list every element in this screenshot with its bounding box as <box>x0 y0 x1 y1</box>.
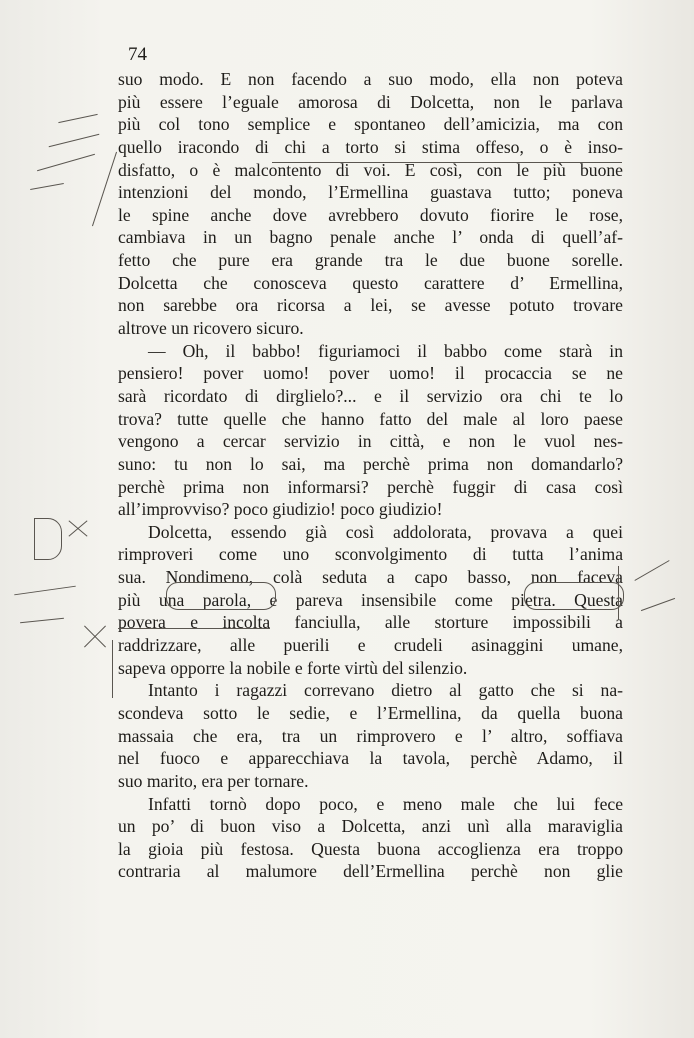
text-line: le spine anche dove avrebbero dovuto fiorire le rose, <box>118 204 623 225</box>
text-line: più essere l’eguale amorosa di Dolcetta, non le parlava <box>118 91 623 112</box>
text-line: Intanto i ragazzi correvano dietro al gatto che si na- <box>148 680 623 701</box>
text-line: fetto che pure era grande tra le due buone sorelle. <box>118 250 623 271</box>
markup-circle-nondimeno <box>166 582 276 610</box>
text-line: più col tono semplice e spontaneo dell’amicizia, ma con <box>118 114 623 135</box>
text-line: non sarebbe ora ricorsa a lei, se avesse potuto trovare <box>118 295 623 316</box>
text-line: contraria al malumore dell’Ermellina perchè non glie <box>118 861 623 882</box>
page-number: 74 <box>128 44 147 65</box>
text-line: sarà ricordato di dirglielo?... e il servizio ora chi te lo <box>118 385 623 406</box>
text-line: suo marito, era per tornare. <box>118 770 309 791</box>
text-line: cambiava in un bagno penale anche l’ onda di quell’af- <box>118 227 623 248</box>
markup-strike-line-4 <box>272 162 622 163</box>
text-line: sapeva opporre la nobile e forte virtù del silenzio. <box>118 657 468 678</box>
text-line: suno: tu non lo sai, ma perchè prima non domandarlo? <box>118 453 623 474</box>
text-line: vengono a cercar servizio in città, e non le vuol nes- <box>118 431 623 452</box>
text-line: più una parola, e pareva insensibile come pietra. Questa <box>118 589 623 610</box>
text-line: altrove un ricovero sicuro. <box>118 318 304 339</box>
text-line: Dolcetta che conosceva questo carattere d’ Ermellina, <box>118 272 623 293</box>
text-line: scondeva sotto le sedie, e l’Ermellina, da quella buona <box>118 702 623 723</box>
text-line: intenzioni del mondo, l’Ermellina guastava tutto; poneva <box>118 182 623 203</box>
text-line: rimproveri come uno sconvolgimento di tutta l’anima <box>118 544 623 565</box>
text-line: suo modo. E non facendo a suo modo, ella non poteva <box>118 69 623 89</box>
text-line: massaia che era, tra un rimprovero e l’ altro, soffiava <box>118 725 623 746</box>
text-line: sua. Nondimeno, colà seduta a capo basso, non faceva <box>118 567 623 588</box>
text-line: Infatti tornò dopo poco, e meno male che lui fece <box>148 793 623 814</box>
text-line: un po’ di buon viso a Dolcetta, anzi unì alla maraviglia <box>118 816 623 837</box>
text-line: perchè prima non informarsi? perchè fuggir di casa così <box>118 476 623 497</box>
markup-underline-parola <box>118 628 270 629</box>
text-line: raddrizzare, alle puerili e crudeli asinaggini umane, <box>118 635 623 656</box>
text-line: la gioia più festosa. Questa buona accoglienza era troppo <box>118 838 623 859</box>
text-line: pensiero! pover uomo! pover uomo! il procaccia se ne <box>118 363 623 384</box>
text-line: quello iracondo di chi a torto si stima offeso, o è inso- <box>118 136 623 157</box>
text-line: all’improvviso? poco giudizio! poco giudizio! <box>118 499 443 520</box>
text-line: Dolcetta, essendo già così addolorata, provava a quei <box>148 521 623 542</box>
text-line: — Oh, il babbo! figuriamoci il babbo come starà in <box>148 340 623 361</box>
markup-circle-faceva <box>524 582 624 610</box>
text-line: trova? tutte quelle che hanno fatto del male al loro paese <box>118 408 623 429</box>
text-line: disfatto, o è malcontento di voi. E così, con le più buone <box>118 159 623 180</box>
text-line: povera e incolta fanciulla, alle storture impossibili a <box>118 612 623 633</box>
body-text <box>118 68 623 883</box>
text-line: nel fuoco e apparecchiava la tavola, perchè Adamo, il <box>118 748 623 769</box>
